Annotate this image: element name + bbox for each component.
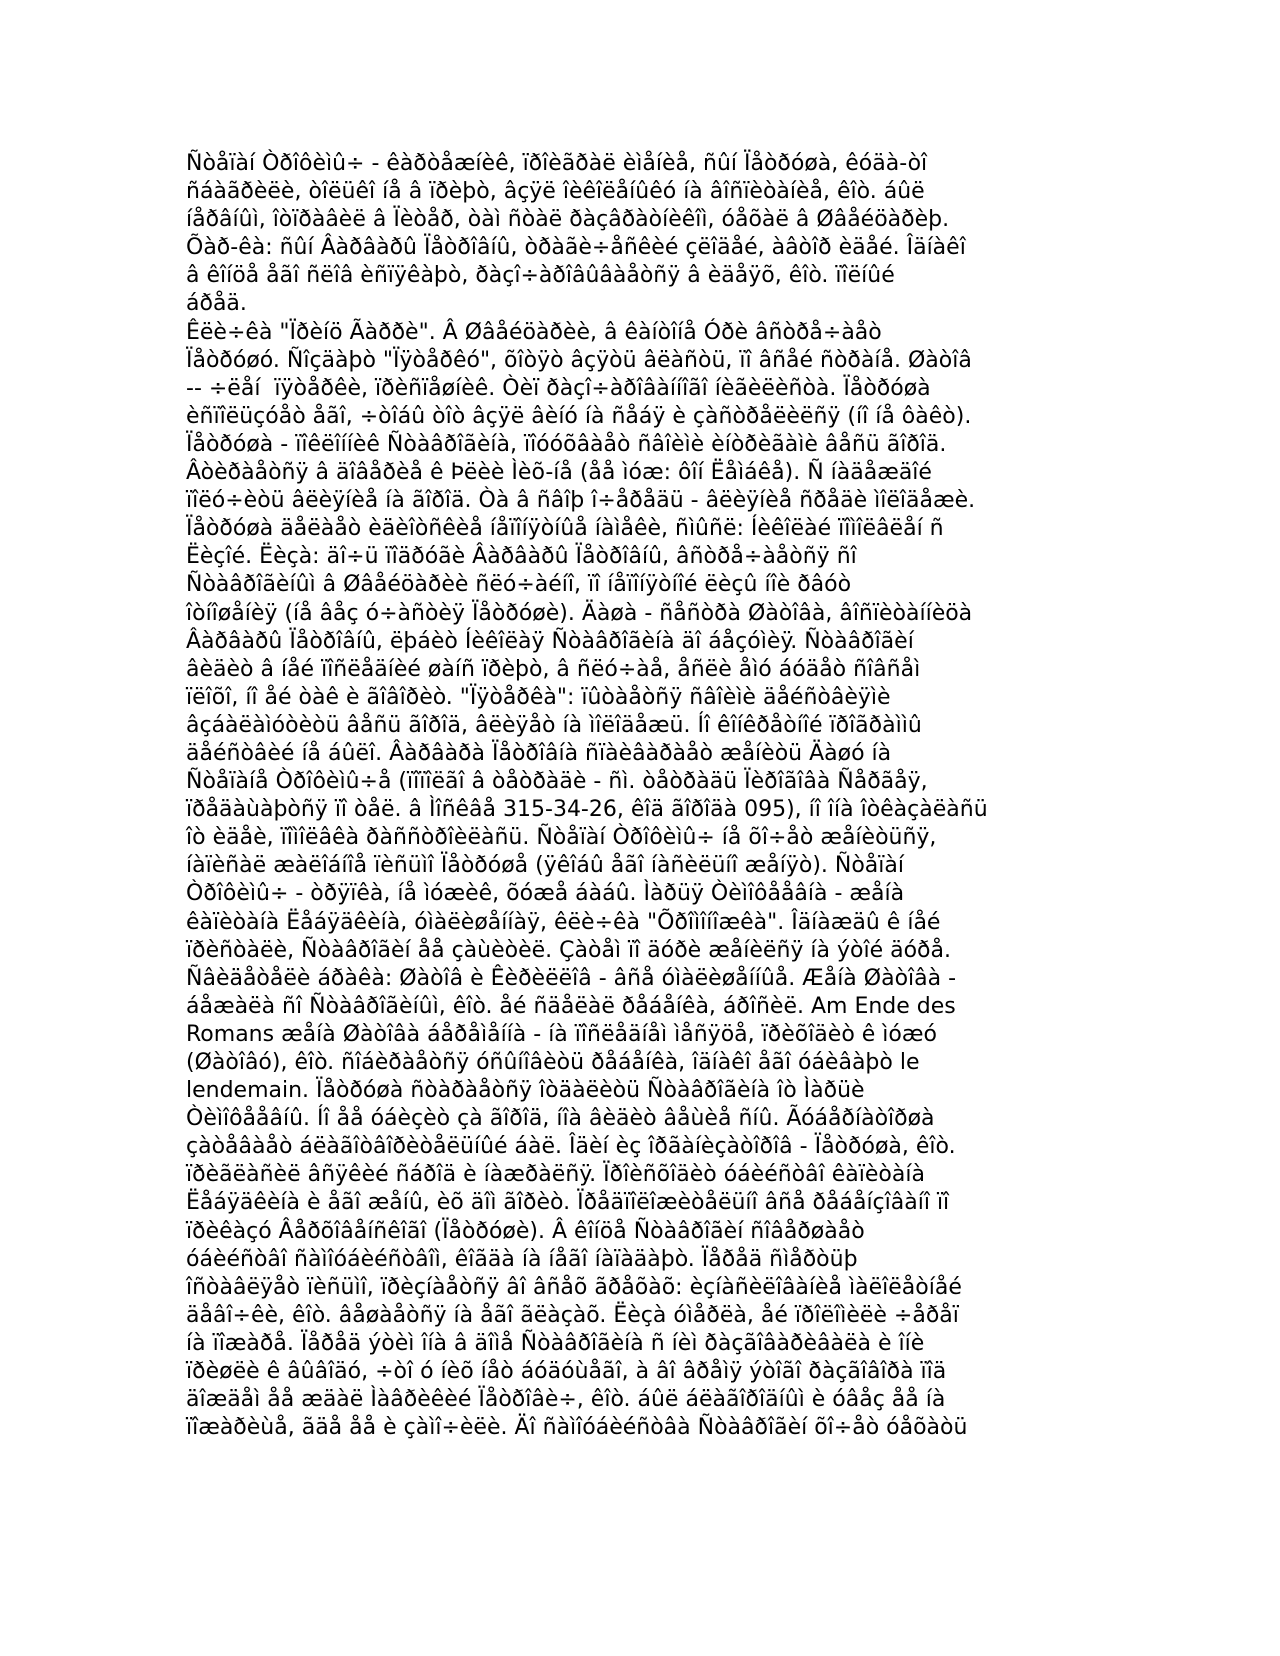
text-line: Ñòåïàíå Òðîôèìû÷å (ïîïîëãî â òåòðàäè - ñì. òåòðàäü Ïèðîãîâà Ñåðãåÿ, xyxy=(186,769,928,795)
text-line: äåéñòâèé íå áûëî. Âàðâàðà Ïåòðîâíà ñïàèâàðàåò æåíèòü Äàøó íà xyxy=(186,740,892,766)
text-line: ïðèãëàñèë âñÿêèé ñáðîä è íàæðàëñÿ. Ïðîèñõîäèò óáèéñòâî êàïèòàíà xyxy=(186,1162,925,1188)
text-line: óáèéñòâî ñàìîóáèéñòâîì, êîãäà íà íåãî íàïàäàþò. Ïåðåä ñìåðòüþ xyxy=(186,1246,858,1272)
text-line: îñòàâëÿåò ïèñüìî, ïðèçíàåòñÿ âî âñåõ ãðåõàõ: èçíàñèëîâàíèå ìàëîëåòíåé xyxy=(186,1274,962,1300)
text-line: çàòåâàåò áëàãîòâîðèòåëüíûé áàë. Îäèí èç îðãàíèçàòîðîâ - Ïåòðóøà, êîò. xyxy=(186,1134,956,1160)
text-line: lendemain. Ïåòðóøà ñòàðàåòñÿ îòäàëèòü Ñòàâðîãèíà îò Ìàðüè xyxy=(186,1078,865,1104)
text-line: ïðèøëè ê âûâîäó, ÷òî ó íèõ íåò áóäóùåãî, à âî âðåìÿ ýòîãî ðàçãîâîðà ïîä xyxy=(186,1359,947,1385)
text-line: íà ïîæàðå. Ïåðåä ýòèì îíà â äîìå Ñòàâðîãèíà ñ íèì ðàçãîâàðèâàëà è îíè xyxy=(186,1330,925,1356)
text-line: Ëåáÿäêèíà è åãî æåíû, èõ äîì ãîðèò. Ïðåäïîëîæèòåëüíî âñå ðåáåíçîâàíî ïî xyxy=(186,1190,950,1216)
text-line: îò èäåè, ïîìîëâêà ðàññòðîèëàñü. Ñòåïàí Òðîôèìû÷ íå õî÷åò æåíèòüñÿ, xyxy=(186,825,937,851)
text-line: Ïåòðóøó. Ñîçäàþò "Ïÿòåðêó", õîòÿò âçÿòü âëàñòü, ïî âñåé ñòðàíå. Øàòîâ xyxy=(186,347,972,373)
text-line: Õàð-êà: ñûí Âàðâàðû Ïåòðîâíû, òðàãè÷åñêèé çëîäåé, àâòîð èäåé. Îäíàêî xyxy=(186,235,966,261)
text-line: äåâî÷êè, êîò. âåøàåòñÿ íà åãî ãëàçàõ. Ëèçà óìåðëà, åé ïðîëîìèëè ÷åðåï xyxy=(186,1302,959,1328)
text-line: ïëîõî, íî åé òàê è ãîâîðèò. "Ïÿòåðêà": ïûòàåòñÿ ñâîèìè äåéñòâèÿìè xyxy=(186,684,891,710)
text-line: äîæäåì åå æäàë Ìàâðèêèé Ïåòðîâè÷, êîò. áûë áëàãîðîäíûì è óâåç åå íà xyxy=(186,1387,946,1413)
text-line: êàïèòàíà Ëåáÿäêèíà, óìàëèøåííàÿ, êëè÷êà "Õðîìîíîæêà". Îäíàæäû ê íåé xyxy=(186,909,941,935)
text-line: ïîæàðèùå, ãäå åå è çàìî÷èëè. Äî ñàìîóáèéñòâà Ñòàâðîãèí õî÷åò óåõàòü xyxy=(186,1415,968,1441)
document-page xyxy=(186,150,1086,1442)
text-line: Êëè÷êà "Ïðèíö Ãàððè". Â Øâåéöàðèè, â êàíòîíå Óðè âñòðå÷àåò xyxy=(186,319,882,345)
text-line: ñáàãðèëè, òîëüêî íå â ïðèþò, âçÿë îèêîëåíûêó íà âîñïèòàíèå, êîò. áûë xyxy=(186,179,925,205)
text-line: -- ÷ëåí ïÿòåðêè, ïðèñïåøíèê. Òèï ðàçî÷àðîâàííîãî íèãèëèñòà. Ïåòðóøà xyxy=(186,375,931,401)
text-line: âèäèò â íåé ïîñëåäíèé øàíñ ïðèþò, â ñëó÷àå, åñëè åìó áóäåò ñîâñåì xyxy=(186,656,921,682)
text-line: Ñâèäåòåëè áðàêà: Øàòîâ è Êèðèëëîâ - âñå óìàëèøåííûå. Æåíà Øàòîâà - xyxy=(186,965,957,991)
text-line: ïðèêàçó Âåðõîâåíñêîãî (Ïåòðóøè). Â êîíöå Ñòàâðîãèí ñîâåðøàåò xyxy=(186,1218,865,1244)
text-line: îòíîøåíèÿ (íå âåç ó÷àñòèÿ Ïåòðóøè). Äàøà - ñåñòðà Øàòîâà, âîñïèòàííèöà xyxy=(186,600,973,626)
text-line: áðåä. xyxy=(186,291,247,317)
text-line: Âòèðàåòñÿ â äîâåðèå ê Þëèè Ìèõ-íå (åå ìóæ: ôîí Ëåìáêå). Ñ íàäåæäîé xyxy=(186,460,932,486)
text-line: â êîíöå åãî ñëîâ èñïÿêàþò, ðàçî÷àðîâûâàåòñÿ â èäåÿõ, êîò. ïîëíûé xyxy=(186,263,895,289)
text-line: Ëèçîé. Ëèçà: äî÷ü ïîäðóãè Âàðâàðû Ïåòðîâíû, âñòðå÷àåòñÿ ñî xyxy=(186,544,857,570)
text-line: íåðâíûì, îòïðàâèë â Ïèòåð, òàì ñòàë ðàçâðàòíèêîì, óåõàë â Øâåéöàðèþ. xyxy=(186,207,950,233)
text-line: ïðèñòàëè, Ñòàâðîãèí åå çàùèòèë. Çàòåì ïî äóðè æåíèëñÿ íà ýòîé äóðå. xyxy=(186,937,951,963)
text-line: Ñòåïàí Òðîôèìû÷ - êàðòåæíèê, ïðîèãðàë èìåíèå, ñûí Ïåòðóøà, êóäà-òî xyxy=(186,151,928,176)
text-line: ïîëó÷èòü âëèÿíèå íà ãîðîä. Òà â ñâîþ î÷åðåäü - âëèÿíèå ñðåäè ìîëîäåæè. xyxy=(186,488,976,514)
text-line: áåæàëà ñî Ñòàâðîãèíûì, êîò. åé ñäåëàë ðåáåíêà, áðîñèë. Am Ende des xyxy=(186,993,956,1019)
text-line: Romans æåíà Øàòîâà áåðåìåííà - íà ïîñëåäíåì ìåñÿöå, ïðèõîäèò ê ìóæó xyxy=(186,1021,937,1047)
text-line: Ïåòðóøà - ïîêëîííèê Ñòàâðîãèíà, ïîóóõâàåò ñâîèìè èíòðèãàìè âåñü ãîðîä. xyxy=(186,431,947,457)
text-line: Ñòàâðîãèíûì â Øâåéöàðèè ñëó÷àéíî, ïî íåïîíÿòíîé ëèçû íîè ðâóò xyxy=(186,572,852,598)
text-line: Âàðâàðû Ïåòðîâíû, ëþáèò Íèêîëàÿ Ñòàâðîãèíà äî áåçóìèÿ. Ñòàâðîãèí xyxy=(186,628,914,654)
document-body xyxy=(186,150,1086,1442)
text-line: íàïèñàë æàëîáíîå ïèñüìî Ïåòðóøå (ÿêîáû åãî íàñèëüíî æåíÿò). Ñòåïàí xyxy=(186,853,904,879)
text-line: Ïåòðóøà äåëàåò èäèîòñêèå íåïîíÿòíûå íàìåêè, ñìûñë: Íèêîëàé ïîìîëâëåí ñ xyxy=(186,516,944,542)
text-line: âçáàëàìóòèòü âåñü ãîðîä, âëèÿåò íà ìîëîäåæü. Íî êîíêðåòíîé ïðîãðàììû xyxy=(186,712,922,738)
text-line: ïðåäàùàþòñÿ ïî òåë. â Ìîñêâå 315-34-26, êîä ãîðîäà 095), íî îíà îòêàçàëàñü xyxy=(186,797,988,823)
text-line: èñïîëüçóåò åãî, ÷òîáû òîò âçÿë âèíó íà ñåáÿ è çàñòðåëèëñÿ (íî íå ôàêò). xyxy=(186,403,972,429)
text-line: Òèìîôååâíû. Íî åå óáèçèò çà ãîðîä, íîà âèäèò âåùèå ñíû. Ãóáåðíàòîðøà xyxy=(186,1106,935,1132)
text-line: Òðîôèìû÷ - òðÿïêà, íå ìóæèê, õóæå áàáû. Ìàðüÿ Òèìîôååâíà - æåíà xyxy=(186,881,905,907)
text-line: (Øàòîâó), êîò. ñîáèðàåòñÿ óñûíîâèòü ðåáåíêà, îäíàêî åãî óáèâàþò le xyxy=(186,1050,920,1075)
